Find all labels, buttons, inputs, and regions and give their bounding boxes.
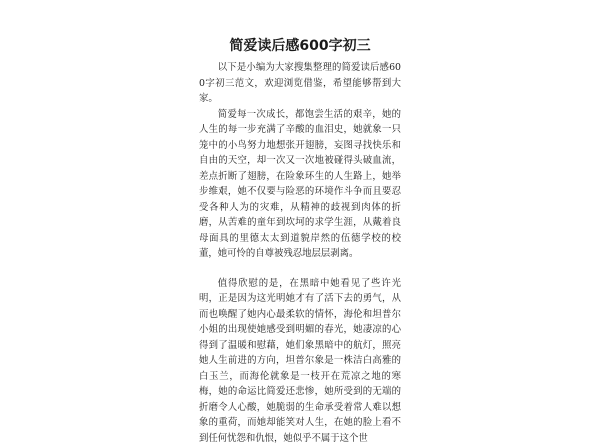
- document-title: 简爱读后感600字初三: [0, 37, 600, 55]
- intro-paragraph: 以下是小编为大家搜集整理的简爱读后感600字初三范文，欢迎浏览借鉴，希望能够帮到大家。: [199, 60, 401, 107]
- body-paragraph-1: 简爱每一次成长，都饱尝生活的艰辛，她的人生的每一步充满了辛酸的血泪史，她就象一只笼中的小鸟努力地想张开翅膀，妄图寻找快乐和自由的天空，却一次又一次地被碰得头破血流，差点折断了翅膀，在险象环生的人生路上，她举步维艰，她不仅要与险恶的环境作斗争而且要忍受各种人为的灾难，从精神的歧视到肉体的折磨，从苦难的童年到坎坷的求学生涯，从戴着良母面具的里德太太到道貌岸然的伍德学校的校董，她可怜的自尊被残忍地层层剥离。: [199, 107, 401, 262]
- body-paragraph-2: 值得欣慰的是，在黑暗中她看见了些许光明，正是因为这光明她才有了活下去的勇气，从而也唤醒了她内心最柔软的情怀，海伦和坦普尔小姐的出现使她感受到明媚的春光，她凄凉的心得到了温暖和慰藉，她们象黑暗中的航灯，照亮她人生前进的方向，坦普尔象是一株洁白高雅的白玉兰，而海伦就象是一枝开在荒凉之地的寒梅，她的命运比简爱还悲惨，她所受到的无端的折磨令人心酸，她脆弱的生命承受着常人难以想象的重荷，而她却能笑对人生，在她的脸上看不到任何忧怨和仇恨，她似乎不属于这个世: [199, 276, 401, 446]
- document-body: [199, 60, 401, 446]
